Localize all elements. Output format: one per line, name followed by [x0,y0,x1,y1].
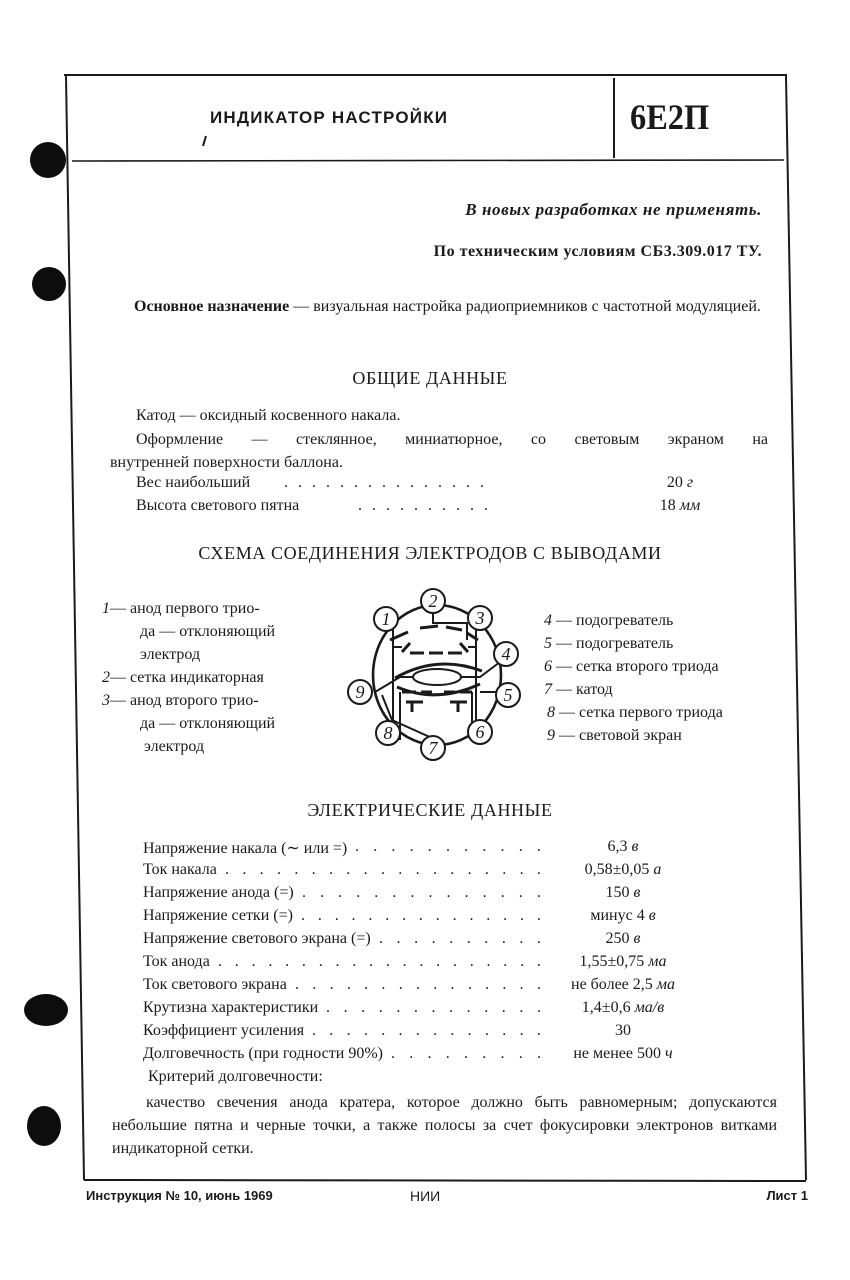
row-label: Ток накала [143,861,217,878]
row-label: Ток анода [143,953,210,970]
pin-list-right [544,609,723,747]
punch-hole [32,267,66,301]
pin-item: 8 — сетка первого триода [547,704,723,721]
leader-dots: . . . . . . . . . . . . . . [312,1022,541,1039]
pin-8-label: 8 [383,723,393,743]
pin-item: 5 — подогреватель [544,635,674,652]
row-value: 30 [615,1022,631,1039]
leader-dots: . . . . . . . . . [391,1045,541,1062]
leader-dots: . . . . . . . . . . . . . [326,999,541,1016]
spec-reference: По техническим условиям СБ3.309.017 ТУ. [433,243,762,260]
tube-pinout-diagram [340,580,540,770]
section-title-schema: СХЕМА СОЕДИНЕНИЯ ЭЛЕКТРОДОВ С ВЫВОДАМИ [198,543,662,563]
header-title: ИНДИКАТОР НАСТРОЙКИ [210,108,449,127]
purpose-text: — визуальная настройка радиоприемников с частотной модуляцией. [289,298,761,315]
footer-org: НИИ [410,1188,441,1204]
punch-hole [24,994,68,1026]
pin-7-label: 7 [428,738,438,758]
pin-4-label: 4 [501,644,511,664]
purpose-label: Основное назначение [134,298,290,315]
row-value: 18 мм [659,497,701,514]
row-label: Коэффициент усиления [143,1022,305,1039]
leader-dots: . . . . . . . . . . . . . . . . . . . [225,861,541,878]
row-label: Долговечность (при годности 90%) [143,1045,383,1062]
pin-item: 9 — световой экран [547,727,682,744]
row-value: 1,55±0,75 ма [579,953,667,970]
leader-dots: . . . . . . . . . . [358,497,491,514]
row-value: 6,3 в [607,838,639,855]
row-label: Высота светового пятна [136,497,300,514]
design-line: Оформление — стеклянное, миниатюрное, со световым экраном на [136,431,768,448]
criterion-text: качество свечения анода кратера, которое должно быть равномерным; допускаются небольшие пятна и черные точки, а также полосы за счет фокусировки электронов витками индикаторной сетки. [112,1094,777,1157]
row-label: Вес наибольший [136,474,251,491]
row-value: 0,58±0,05 а [584,861,662,878]
row-label: Напряжение накала (∼ или =) [143,840,348,857]
pin-6-label: 6 [475,722,485,742]
punch-holes [24,142,68,1146]
leader-dots: . . . . . . . . . . . . . . . [284,474,487,491]
notice: В новых разработках не применять. [465,200,762,219]
row-value: 20 г [666,474,694,491]
criterion-label: Критерий долговечности: [148,1068,323,1085]
pin-item-cont: электрод [140,646,201,663]
cathode-line: Катод — оксидный косвенного накала. [136,407,401,424]
pin-9-label: 9 [355,682,365,702]
pin-item: 1— анод первого трио- [102,600,260,617]
footer-instruction: Инструкция № 10, июнь 1969 [86,1188,273,1203]
pin-item: 6 — сетка второго триода [544,658,719,675]
pin-item-cont: да — отклоняющий [140,623,276,640]
row-label: Напряжение светового экрана (=) [143,930,371,947]
pin-item: 7 — катод [544,681,613,698]
section-title-electrical: ЭЛЕКТРИЧЕСКИЕ ДАННЫЕ [307,800,553,820]
pin-item: 3— анод второго трио- [102,692,259,709]
pin-item-cont: электрод [144,738,205,755]
pin-2-label: 2 [428,591,438,611]
pin-5-label: 5 [503,685,513,705]
row-label: Крутизна характеристики [143,999,319,1016]
row-value: не более 2,5 ма [571,976,675,993]
pin-item: 2— сетка индикаторная [102,669,264,686]
design-line-cont: внутренней поверхности баллона. [110,454,343,471]
leader-dots: . . . . . . . . . . . . . . . [301,907,541,924]
punch-hole [30,142,66,178]
pin-item: 4 — подогреватель [544,612,674,629]
pin-item-cont: да — отклоняющий [140,715,276,732]
row-value: 150 в [605,884,641,901]
punch-hole [27,1106,61,1146]
row-value: минус 4 в [590,907,656,924]
tube-code: 6Е2П [630,97,710,137]
row-label: Ток светового экрана [143,976,287,993]
pin-3-label: 3 [475,608,485,628]
pin-list-left [102,597,275,758]
row-value: 250 в [605,930,641,947]
leader-dots: . . . . . . . . . . [379,930,541,947]
row-value: 1,4±0,6 ма/в [581,999,665,1016]
row-label: Напряжение сетки (=) [143,907,293,924]
row-value: не менее 500 ч [573,1045,673,1062]
footer-sheet: Лист 1 [766,1188,808,1203]
pin-1-label: 1 [381,609,391,629]
leader-dots: . . . . . . . . . . . . . . . . . . . . [218,953,541,970]
leader-dots: . . . . . . . . . . . . . . . [295,976,541,993]
leader-dots: . . . . . . . . . . . [355,838,541,855]
section-title-general: ОБЩИЕ ДАННЫЕ [352,368,508,388]
leader-dots: . . . . . . . . . . . . . . [302,884,541,901]
row-label: Напряжение анода (=) [143,884,294,901]
purpose-paragraph [110,295,770,319]
